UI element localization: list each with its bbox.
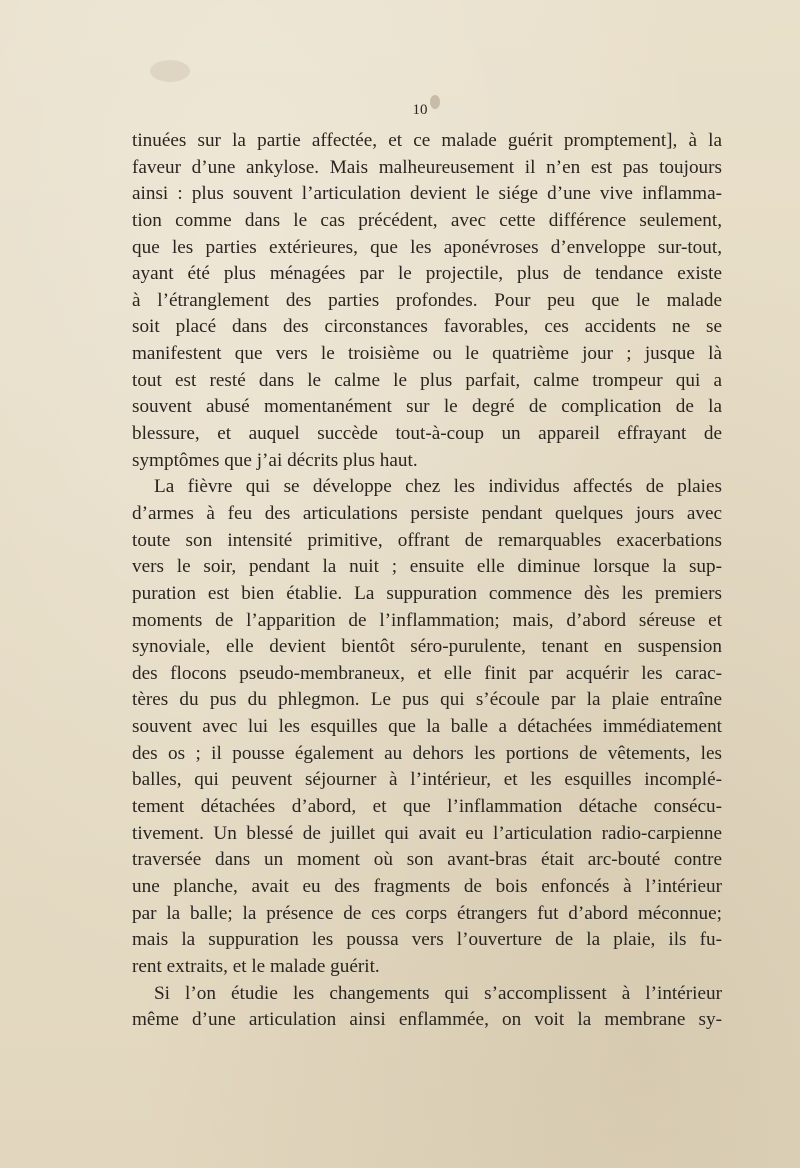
text-line: tion comme dans le cas précédent, avec cette différence seulement, xyxy=(132,209,722,231)
text-line: une planche, avait eu des fragments de bois enfoncés à l’intérieur xyxy=(132,875,722,897)
text-line: moments de l’apparition de l’inflammation; mais, d’abord séreuse et xyxy=(132,609,722,631)
text-line: même d’une articulation ainsi enflammée, on voit la membrane sy- xyxy=(132,1009,722,1031)
text-line: vers le soir, pendant la nuit ; ensuite elle diminue lorsque la sup- xyxy=(132,556,722,578)
text-line: symptômes que j’ai décrits plus haut. xyxy=(132,449,418,471)
text-line: par la balle; la présence de ces corps étrangers fut d’abord méconnue; xyxy=(132,902,722,924)
text-line: toute son intensité primitive, offrant de remarquables exacerbations xyxy=(132,529,722,551)
text-line: tères du pus du phlegmon. Le pus qui s’écoule par la plaie entraîne xyxy=(132,689,722,711)
text-line: tement détachées d’abord, et que l’inflammation détache consécu- xyxy=(132,796,722,818)
page-number: 10 xyxy=(412,102,428,118)
text-line: des os ; il pousse également au dehors les portions de vêtements, les xyxy=(132,742,722,764)
text-line: synoviale, elle devient bientôt séro-purulente, tenant en suspension xyxy=(132,636,722,658)
text-line: manifestent que vers le troisième ou le quatrième jour ; jusque là xyxy=(132,343,722,365)
text-line: soit placé dans des circonstances favorables, ces accidents ne se xyxy=(132,316,722,338)
text-line: balles, qui peuvent séjourner à l’intérieur, et les esquilles incomplé- xyxy=(132,769,722,791)
text-line: tout est resté dans le calme le plus parfait, calme trompeur qui a xyxy=(132,369,722,391)
text-line: souvent avec lui les esquilles que la balle a détachées immédiatement xyxy=(132,716,722,738)
text-line: faveur d’une ankylose. Mais malheureusement il n’en est pas toujours xyxy=(132,156,722,178)
text-line: à l’étranglement des parties profondes. Pour peu que le malade xyxy=(132,289,722,311)
text-line: tivement. Un blessé de juillet qui avait eu l’articulation radio-carpienne xyxy=(132,822,722,844)
text-line: blessure, et auquel succède tout-à-coup un appareil effrayant de xyxy=(132,423,722,445)
text-line: rent extraits, et le malade guérit. xyxy=(132,955,380,977)
text-line: souvent abusé momentanément sur le degré de complication de la xyxy=(132,396,722,418)
text-line: ainsi : plus souvent l’articulation devient le siége d’une vive inflamma- xyxy=(132,183,722,205)
text-line: que les parties extérieures, que les aponévroses d’enveloppe sur-tout, xyxy=(132,236,722,258)
text-line: puration est bien établie. La suppuration commence dès les premiers xyxy=(132,582,722,604)
paragraph-first-line: La fièvre qui se développe chez les individus affectés de plaies xyxy=(154,476,722,498)
text-line: ayant été plus ménagées par le projectile, plus de tendance existe xyxy=(132,263,722,285)
text-line: traversée dans un moment où son avant-bras était arc-bouté contre xyxy=(132,849,722,871)
body-text xyxy=(132,128,722,1034)
text-line: des flocons pseudo-membraneux, et elle finit par acquérir les carac- xyxy=(132,662,722,684)
text-line: d’armes à feu des articulations persiste pendant quelques jours avec xyxy=(132,502,722,524)
paper-stain xyxy=(150,60,190,82)
paragraph-first-line: Si l’on étudie les changements qui s’accomplissent à l’intérieur xyxy=(154,982,722,1004)
text-line: mais la suppuration les poussa vers l’ouverture de la plaie, ils fu- xyxy=(132,929,722,951)
text-line: tinuées sur la partie affectée, et ce malade guérit promptement], à la xyxy=(132,130,722,151)
